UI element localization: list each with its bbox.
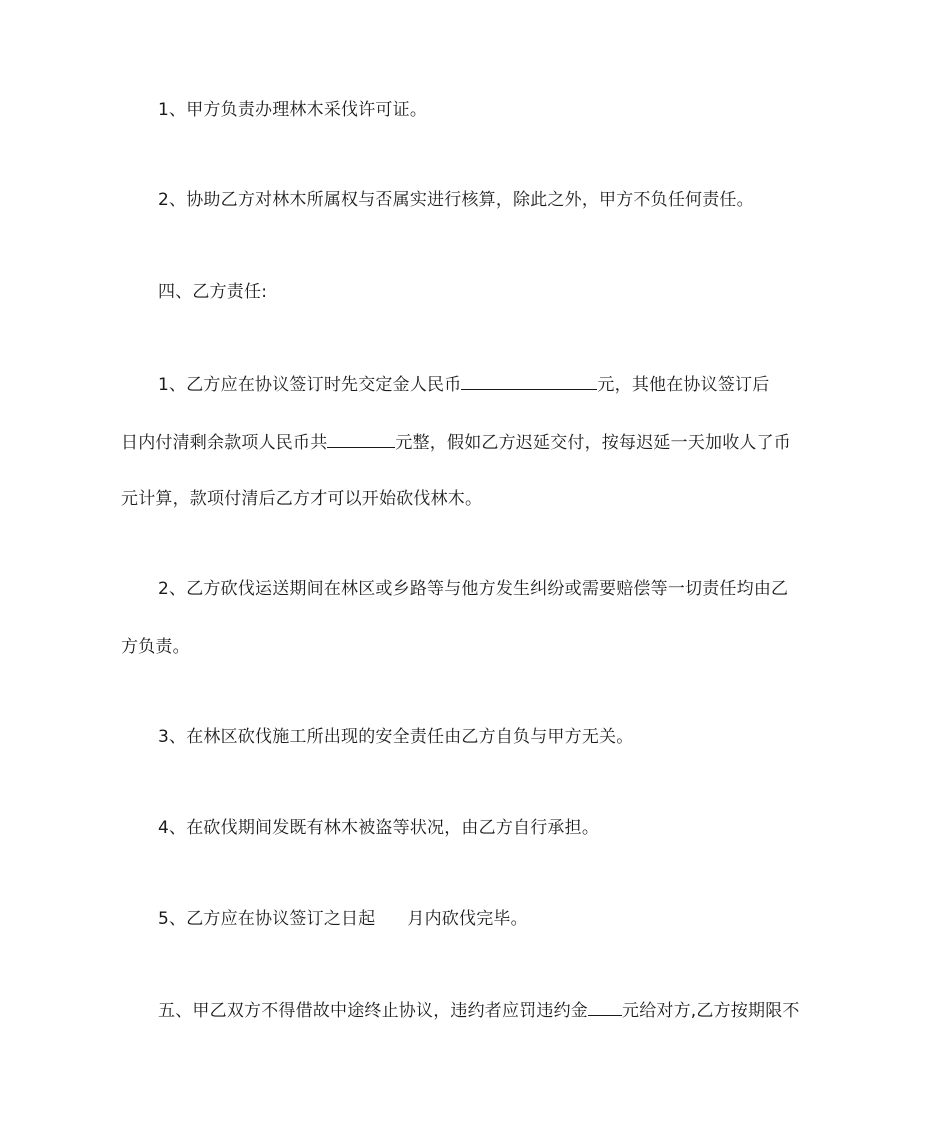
paragraph-text: 元给对方,乙方按期限不 <box>622 1001 800 1021</box>
paragraph-text: 3、在林区砍伐施工所出现的安全责任由乙方自负与甲方无关。 <box>158 727 634 747</box>
paragraph-item-safety <box>158 726 633 748</box>
remaining-amount-blank <box>327 430 395 448</box>
paragraph-text: 月内砍伐完毕。 <box>407 909 528 929</box>
paragraph-text: 方负责。 <box>121 637 190 657</box>
paragraph-item-dispute-line-2 <box>121 636 190 658</box>
paragraph-text: 元整，假如乙方迟延交付，按每迟延一天加收人了币 <box>395 433 792 453</box>
paragraph-text: 五、甲乙双方不得借故中途终止协议，违约者应罚违约金 <box>158 1001 588 1021</box>
paragraph-text: 1、甲方负责办理林木采伐许可证。 <box>158 100 428 120</box>
paragraph-text: 1、乙方应在协议签订时先交定金人民币 <box>158 375 462 395</box>
paragraph-text: 4、在砍伐期间发既有林木被盗等状况，由乙方自行承担。 <box>158 818 600 838</box>
paragraph-item-deposit-line-3 <box>121 488 482 510</box>
paragraph-text: 2、协助乙方对林木所属权与否属实进行核算，除此之外，甲方不负任何责任。 <box>158 190 754 210</box>
deposit-amount-blank <box>461 372 597 390</box>
paragraph-item-dispute-line-1 <box>158 578 788 600</box>
paragraph-item-deposit-line-1 <box>158 372 769 396</box>
penalty-amount-blank <box>588 998 622 1016</box>
paragraph-item-2 <box>158 189 754 211</box>
section-heading-party-b <box>158 281 267 303</box>
paragraph-text: 日内付清剩余款项人民币共 <box>121 433 328 453</box>
paragraph-text: 元，其他在协议签订后 <box>597 375 770 395</box>
paragraph-item-deadline <box>158 908 528 930</box>
paragraph-item-breach <box>158 998 800 1022</box>
section-heading-text: 四、乙方责任: <box>158 282 268 302</box>
paragraph-text: 5、乙方应在协议签订之日起 <box>158 909 376 929</box>
paragraph-text: 2、乙方砍伐运送期间在林区或乡路等与他方发生纠纷或需要赔偿等一切责任均由乙 <box>158 579 789 599</box>
paragraph-text: 元计算，款项付清后乙方才可以开始砍伐林木。 <box>121 489 483 509</box>
paragraph-item-deposit-line-2 <box>121 430 791 454</box>
paragraph-item-theft <box>158 817 599 839</box>
paragraph-item-1 <box>158 99 427 121</box>
